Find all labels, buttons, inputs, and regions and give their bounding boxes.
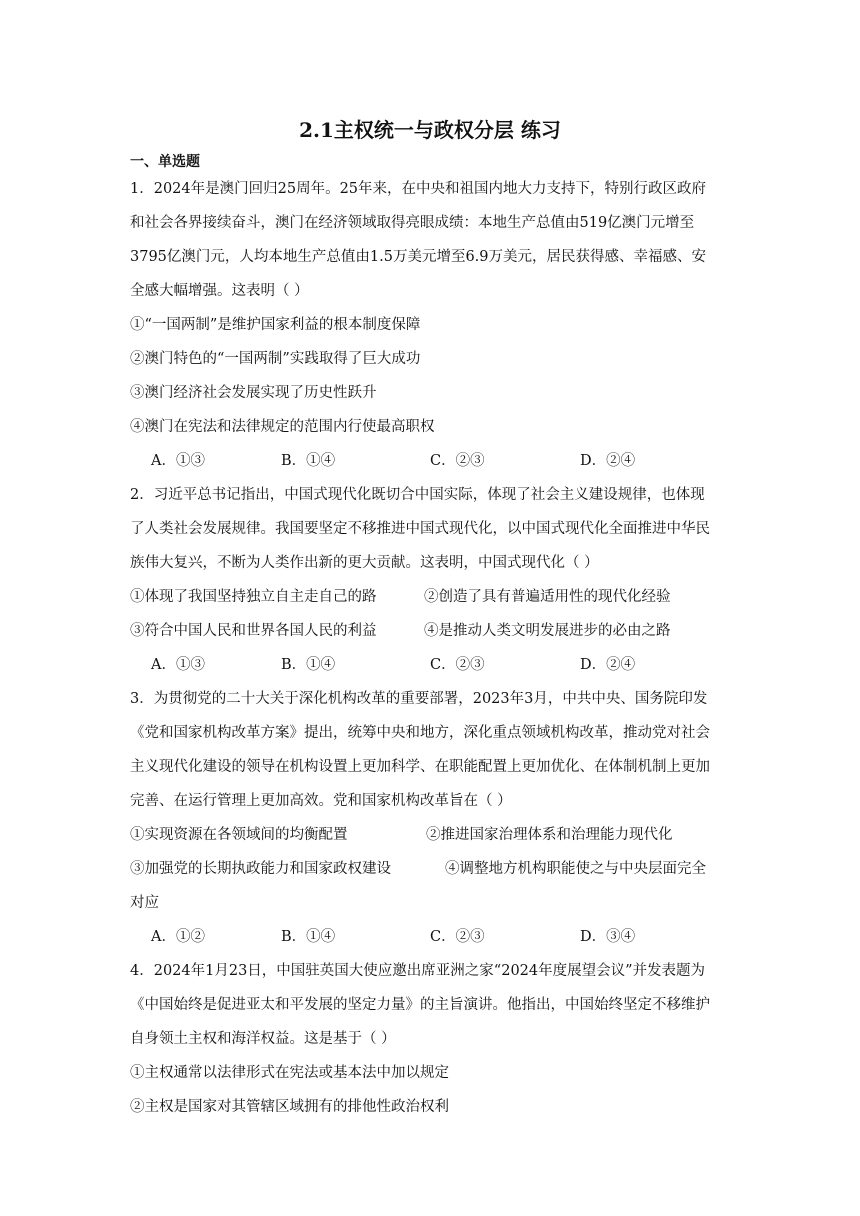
statement-item: ④调整地方机构职能使之与中央层面完全 [445,861,706,877]
question-text-line: 3．为贯彻党的二十大关于深化机构改革的重要部署，2023年3月，中共中央、国务院印发 [130,691,708,707]
question-text-line: 《党和国家机构改革方案》提出，统筹中央和地方，深化重点领域机构改革，推动党对社会 [130,725,710,741]
statement-item: ②主权是国家对其管辖区域拥有的排他性政治权利 [130,1099,449,1115]
answer-option-d[interactable]: D．③④ [580,929,636,945]
section-heading: 一、单选题 [130,154,200,170]
answer-option-c[interactable]: C．②③ [430,453,485,469]
answer-option-a[interactable]: A．①③ [151,657,205,673]
page-title: 2.1主权统一与政权分层 练习 [299,118,561,142]
statement-item: ①主权通常以法律形式在宪法或基本法中加以规定 [130,1065,449,1081]
answer-option-d[interactable]: D．②④ [580,453,636,469]
statement-item: ①实现资源在各领域间的均衡配置 [130,827,348,843]
statement-item: ③加强党的长期执政能力和国家政权建设 [130,861,391,877]
question-text-line: 了人类社会发展规律。我国要坚定不移推进中国式现代化，以中国式现代化全面推进中华民 [130,521,710,537]
statement-item: ①“一国两制”是维护国家利益的根本制度保障 [130,317,421,333]
statement-item: ②创造了具有普遍适用性的现代化经验 [424,589,671,605]
question-text-line: 1．2024年是澳门回归25周年。25年来，在中央和祖国内地大力支持下，特别行政区政府 [130,181,707,197]
statement-item: ②推进国家治理体系和治理能力现代化 [426,827,673,843]
statement-item-continuation: 对应 [130,895,159,911]
question-text-line: 2．习近平总书记指出，中国式现代化既切合中国实际，体现了社会主义建设规律，也体现 [130,487,705,503]
statement-item: ③澳门经济社会发展实现了历史性跃升 [130,385,377,401]
statement-item: ①体现了我国坚持独立自主走自己的路 [130,589,377,605]
statement-item: ③符合中国人民和世界各国人民的利益 [130,623,377,639]
statement-item: ④澳门在宪法和法律规定的范围内行使最高职权 [130,419,435,435]
answer-option-a[interactable]: A．①② [151,929,205,945]
answer-option-d[interactable]: D．②④ [580,657,636,673]
question-text-line: 自身领土主权和海洋权益。这是基于（ ） [130,1031,396,1047]
answer-option-b[interactable]: B．①④ [281,929,336,945]
statement-item: ②澳门特色的“一国两制”实践取得了巨大成功 [130,351,421,367]
question-text-line: 全感大幅增强。这表明（ ） [130,283,309,299]
question-text-line: 4．2024年1月23日，中国驻英国大使应邀出席亚洲之家“2024年度展望会议”并发表题为 [130,963,706,979]
answer-option-a[interactable]: A．①③ [151,453,205,469]
answer-option-b[interactable]: B．①④ [281,657,336,673]
question-text-line: 主义现代化建设的领导在机构设置上更加科学、在职能配置上更加优化、在体制机制上更加 [130,759,710,775]
answer-option-c[interactable]: C．②③ [430,657,485,673]
question-text-line: 3795亿澳门元，人均本地生产总值由1.5万美元增至6.9万美元，居民获得感、幸福感、安 [130,249,707,265]
question-text-line: 和社会各界接续奋斗，澳门在经济领域取得亮眼成绩：本地生产总值由519亿澳门元增至 [130,215,695,231]
question-text-line: 完善、在运行管理上更加高效。党和国家机构改革旨在（ ） [130,793,512,809]
question-text-line: 《中国始终是促进亚太和平发展的坚定力量》的主旨演讲。他指出，中国始终坚定不移维护 [130,997,710,1013]
answer-option-b[interactable]: B．①④ [281,453,336,469]
answer-option-c[interactable]: C．②③ [430,929,485,945]
question-text-line: 族伟大复兴，不断为人类作出新的更大贡献。这表明，中国式现代化（ ） [130,555,599,571]
statement-item: ④是推动人类文明发展进步的必由之路 [424,623,671,639]
